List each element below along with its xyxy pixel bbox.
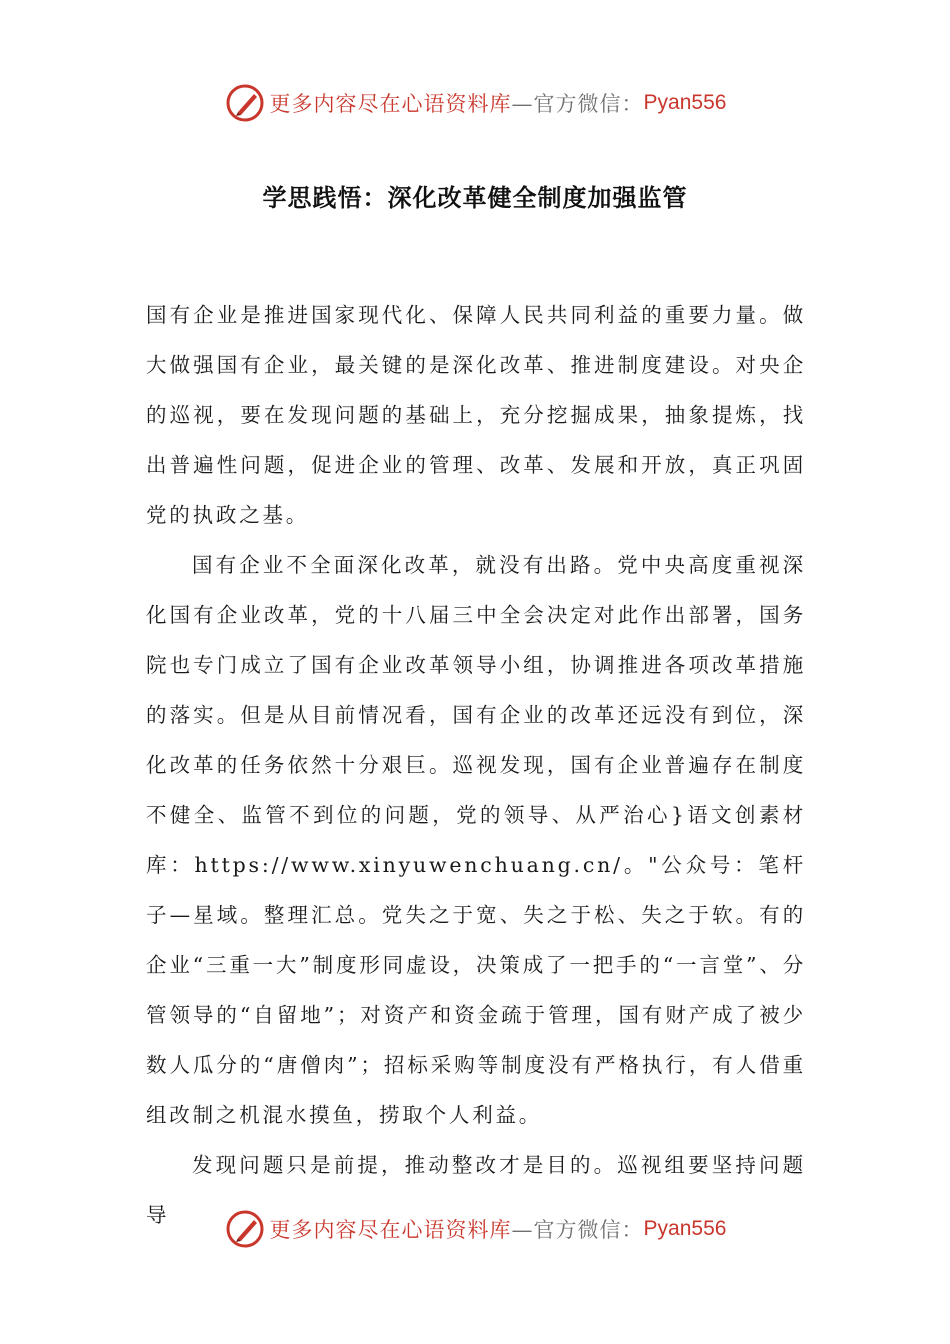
pen-logo-icon — [224, 82, 266, 124]
header-banner — [0, 78, 950, 128]
banner-wechat-id: Pyan556 — [643, 91, 727, 114]
banner-brand: 更多内容尽在心语资料库 — [269, 1218, 512, 1242]
banner-separator: —官方微信： — [511, 92, 644, 116]
paragraph: 发现问题只是前提，推动整改才是目的。巡视组要坚持问题导 — [146, 1153, 806, 1227]
paragraph: 国有企业不全面深化改革，就没有出路。党中央高度重视深化国有企业改革，党的十八届三中全会决定对此作出部署，国务院也专门成立了国有企业改革领导小组，协调推进各项改革措施的落实。但是从目前情况看，国有企业的改革还远没有到位，深化改革的任务依然十分艰巨。巡视发现，国有企业普遍存在制度不健全、监管不到位的问题，党的领导、从严治心}语文创素材库：https://www.xinyuwenchuang.cn/。"公众号：笔杆子—星域。整理汇总。党失之于宽、失之于松、失之于软。有的企业“三重一大”制度形同虚设，决策成了一把手的“一言堂”、分管领导的“自留地”；对资产和资金疏于管理，国有财产成了被少数人瓜分的“唐僧肉”；招标采购等制度没有严格执行，有人借重组改制之机混水摸鱼，捞取个人利益。 — [146, 553, 806, 1127]
article-body — [146, 290, 806, 1240]
banner-wechat-id: Pyan556 — [643, 1217, 727, 1240]
page-title: 学思践悟：深化改革健全制度加强监管 — [262, 184, 688, 212]
banner-brand: 更多内容尽在心语资料库 — [269, 92, 512, 116]
pen-logo-icon — [224, 1208, 266, 1250]
paragraph: 国有企业是推进国家现代化、保障人民共同利益的重要力量。做大做强国有企业，最关键的是深化改革、推进制度建设。对央企的巡视，要在发现问题的基础上，充分挖掘成果，抽象提炼，找出普遍性问题，促进企业的管理、改革、发展和开放，真正巩固党的执政之基。 — [146, 303, 806, 527]
footer-banner — [0, 1204, 950, 1254]
banner-separator: —官方微信： — [511, 1218, 644, 1242]
